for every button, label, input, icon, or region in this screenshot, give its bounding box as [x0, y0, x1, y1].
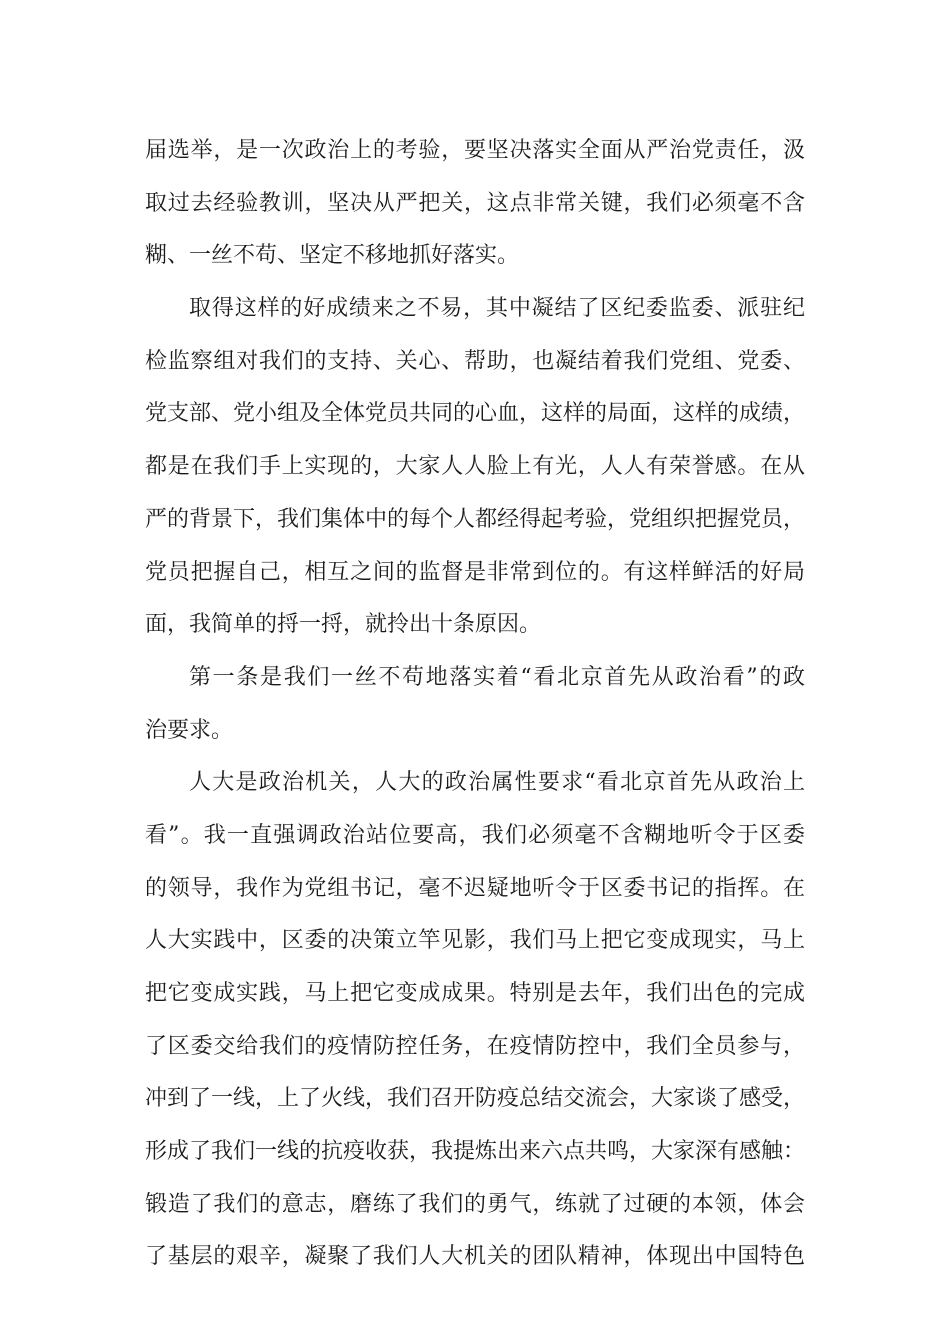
- text-line: 党支部、党小组及全体党员共同的心血，这样的局面，这样的成绩，: [145, 401, 806, 427]
- text-line: 检监察组对我们的支持、关心、帮助，也凝结着我们党组、党委、: [145, 348, 805, 374]
- text-line: 面，我简单的捋一捋，就拎出十条原因。: [145, 612, 542, 638]
- text-line: 人大实践中，区委的决策立竿见影，我们马上把它变成现实，马上: [145, 928, 805, 954]
- text-line: 锻造了我们的意志，磨练了我们的勇气，练就了过硬的本领，体会: [145, 1191, 805, 1217]
- text-line: 了区委交给我们的疫情防控任务，在疫情防控中，我们全员参与，: [145, 1033, 805, 1059]
- text-line: 届选举，是一次政治上的考验，要坚决落实全面从严治党责任，汲: [145, 138, 805, 163]
- text-line: 冲到了一线，上了火线，我们召开防疫总结交流会，大家谈了感受，: [145, 1086, 806, 1112]
- text-line: 的领导，我作为党组书记，毫不迟疑地听令于区委书记的指挥。在: [145, 875, 805, 901]
- text-line: 人大是政治机关，人大的政治属性要求“看北京首先从政治上: [189, 770, 805, 796]
- text-line: 第一条是我们一丝不苟地落实着“看北京首先从政治看”的政: [189, 664, 805, 690]
- text-line: 治要求。: [145, 717, 234, 743]
- text-line: 看”。我一直强调政治站位要高，我们必须毫不含糊地听令于区委: [145, 822, 805, 848]
- text-line: 严的背景下，我们集体中的每个人都经得起考验，党组织把握党员，: [145, 506, 806, 532]
- text-line: 把它变成实践，马上把它变成成果。特别是去年，我们出色的完成: [145, 981, 805, 1006]
- text-line: 取过去经验教训，坚决从严把关，这点非常关键，我们必须毫不含: [145, 190, 805, 216]
- text-line: 糊、一丝不苟、坚定不移地抓好落实。: [145, 243, 520, 269]
- body-text: [145, 132, 805, 1291]
- text-line: 形成了我们一线的抗疫收获，我提炼出来六点共鸣，大家深有感触：: [145, 1139, 806, 1165]
- text-line: 取得这样的好成绩来之不易，其中凝结了区纪委监委、派驻纪: [189, 296, 805, 322]
- text-line: 了基层的艰辛，凝聚了我们人大机关的团队精神，体现出中国特色: [145, 1244, 805, 1270]
- text-line: 党员把握自己，相互之间的监督是非常到位的。有这样鲜活的好局: [145, 559, 805, 585]
- text-line: 都是在我们手上实现的，大家人人脸上有光，人人有荣誉感。在从: [145, 454, 805, 480]
